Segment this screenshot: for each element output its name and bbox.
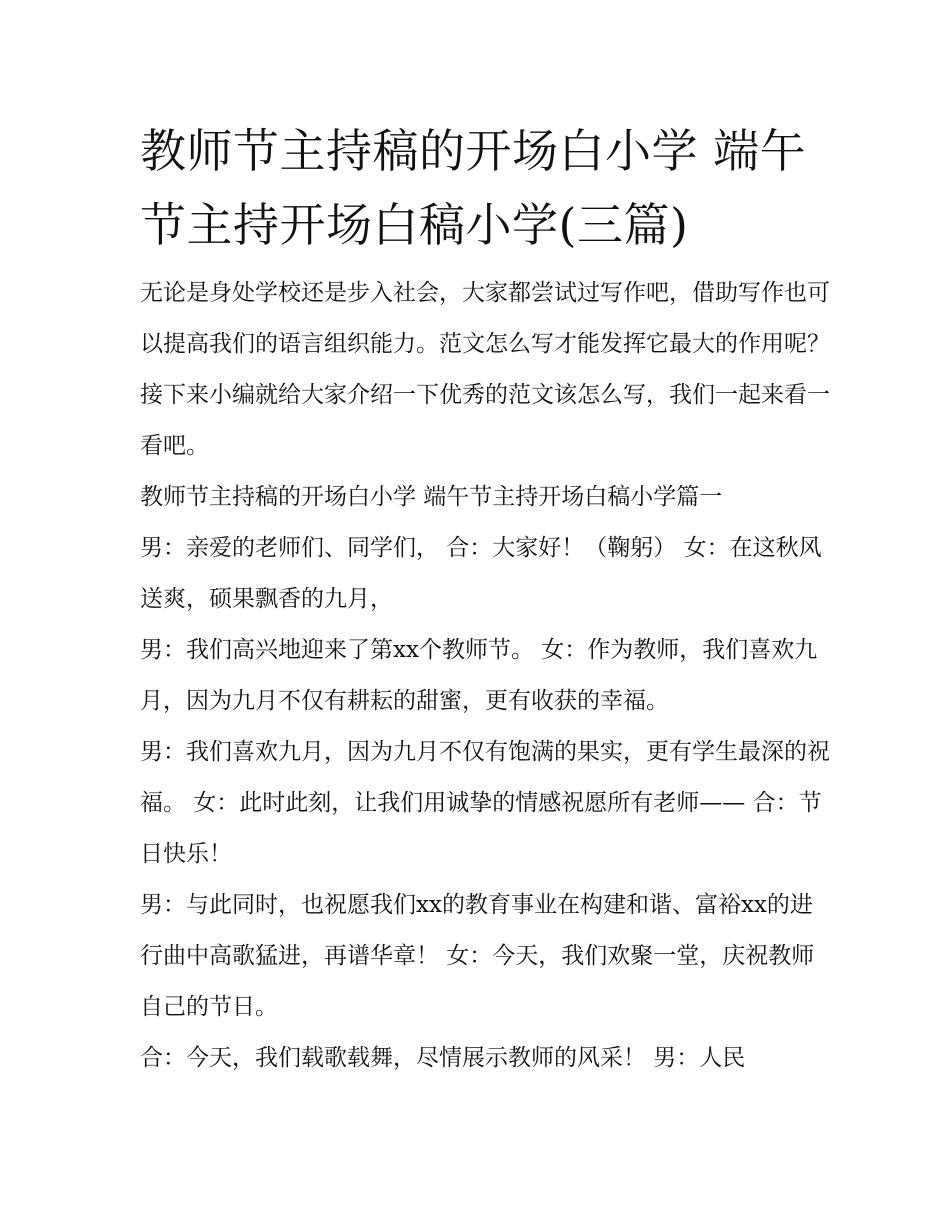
dialogue-paragraph: 男：我们高兴地迎来了第xx个教师节。 女：作为教师，我们喜欢九月，因为九月不仅有耕耘的甜蜜，更有收获的幸福。: [140, 637, 818, 714]
dialogue-paragraph: 合：今天，我们载歌载舞，尽情展示教师的风采！ 男：人民: [140, 1045, 746, 1071]
intro-paragraph: 无论是身处学校还是步入社会，大家都尝试过写作吧，借助写作也可以提高我们的语言组织能力。范文怎么写才能发挥它最大的作用呢？接下来小编就给大家介绍一下优秀的范文该怎么写，我们一起来看一看吧。: [140, 280, 830, 459]
document-title: 教师节主持稿的开场白小学 端午节主持开场白稿小学(三篇): [140, 124, 807, 252]
section-heading: 教师节主持稿的开场白小学 端午节主持开场白稿小学篇一: [140, 484, 723, 510]
dialogue-paragraph: 男：我们喜欢九月，因为九月不仅有饱满的果实，更有学生最深的祝福。 女：此时此刻，让我们用诚挚的情感祝愿所有老师—— 合：节日快乐！: [140, 739, 830, 867]
dialogue-paragraph: 男：亲爱的老师们、同学们， 合：大家好！（鞠躬） 女：在这秋风送爽，硕果飘香的九月，: [140, 535, 822, 612]
document-content: [140, 114, 830, 1084]
dialogue-paragraph: 男：与此同时，也祝愿我们xx的教育事业在构建和谐、富裕xx的进行曲中高歌猛进，再谱华章！ 女：今天，我们欢聚一堂，庆祝教师自己的节日。: [140, 892, 815, 1020]
